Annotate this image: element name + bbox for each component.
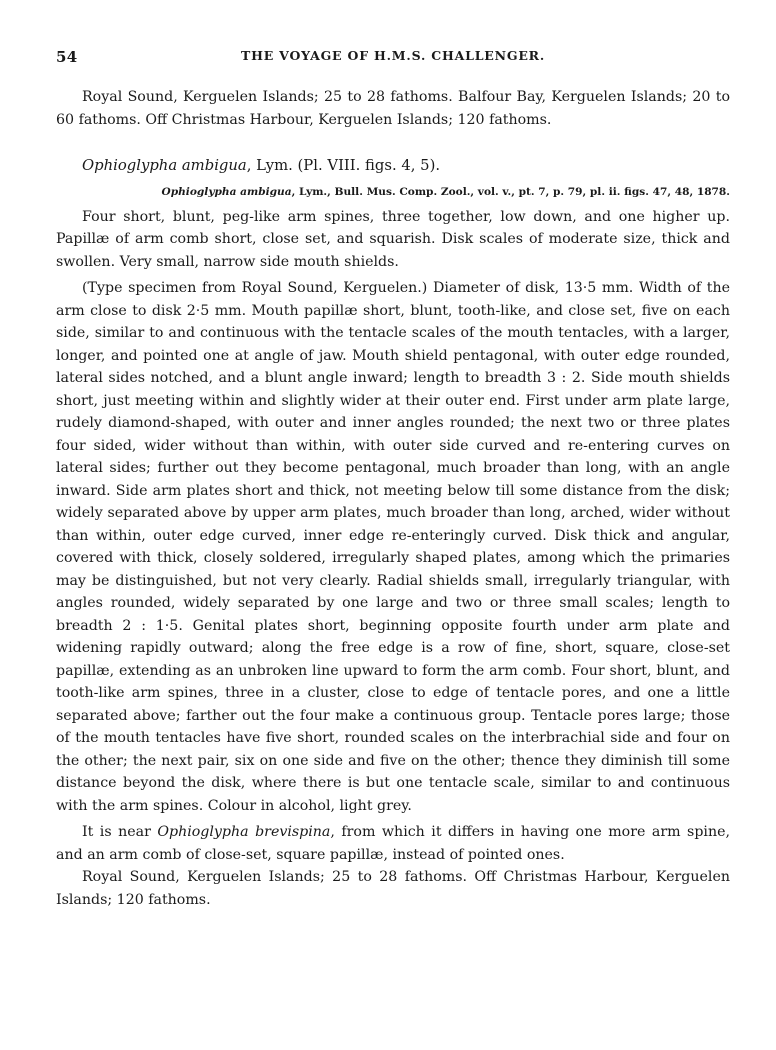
reference-citation: , Lym., Bull. Mus. Comp. Zool., vol. v., pt. 7, p. 79, pl. ii. figs. 47, 48, 1878.: [291, 185, 730, 198]
bibliographic-reference: [56, 184, 730, 200]
comparison-before: It is near: [82, 824, 158, 840]
diagnosis-paragraph: Four short, blunt, peg-like arm spines, three together, low down, and one higher up. Papillæ of arm comb short, close set, and squarish. Disk scales of moderate size, thick and swollen. Very small, narrow side mouth shields.: [56, 208, 730, 270]
species-heading: [82, 155, 730, 178]
comparison-after: , from which it differs in having one more arm spine, and an arm comb of close-set, square papillæ, instead of pointed ones.: [56, 824, 731, 863]
comparison-species: Ophioglypha brevispina: [157, 824, 331, 840]
page-body: [56, 86, 730, 911]
description-paragraph: (Type specimen from Royal Sound, Kerguelen.) Diameter of disk, 13·5 mm. Width of the arm close to disk 2·5 mm. Mouth papillæ short, blunt, tooth-like, and close set, five on each side, similar to and continuous with the tentacle scales of the mouth tentacles, with a larger, longer, and pointed one at angle of jaw. Mouth shield pentagonal, with outer edge rounded, lateral sides notched, and a blunt angle inward; length to breadth 3 : 2. Side mouth shields short, just meeting within and slightly wider at their outer end. First under arm plate large, rudely diamond-shaped, with outer and inner angles rounded; the next two or three plates four sided, wider without than within, with outer side curved and re-entering curves on lateral sides; further out they become pentagonal, much broader than long, with an angle inward. Side arm plates short and thick, not meeting below till some distance from the disk; widely separated above by upper arm plates, much broader than long, arched, wider without than within, outer edge curved, inner edge re-enteringly curved. Disk thick and angular, covered with thick, closely soldered, irregularly shaped plates, among which the primaries may be distinguished, but not very clearly. Radial shields small, irregularly triangular, with angles rounded, widely separated by one large and two or three small scales; length to breadth 2 : 1·5. Genital plates short, beginning opposite fourth under arm plate and widening rapidly outward; along the free edge is a row of fine, short, square, close-set papillæ, extending as an unbroken line upward to form the arm comb. Four short, blunt, and tooth-like arm spines, three in a cluster, close to edge of tentacle pores, and one a little separated above; farther out the four make a continuous group. Tentacle pores large; those of the mouth tentacles have five short, rounded scales on the interbrachial side and four on the other; the next pair, six on one side and five on the other; thence they diminish till some distance beyond the disk, where there is but one tentacle scale, similar to and continuous with the arm spines. Colour in alcohol, light grey.: [56, 280, 730, 814]
reference-species-name: Ophioglypha ambigua: [161, 185, 292, 198]
comparison-paragraph: [56, 821, 730, 866]
species-name: Ophioglypha ambigua: [82, 157, 247, 174]
page-number: 54: [56, 48, 78, 66]
running-title: THE VOYAGE OF H.M.S. CHALLENGER.: [240, 48, 546, 63]
page-header: [56, 48, 730, 68]
intro-localities: Royal Sound, Kerguelen Islands; 25 to 28 fathoms. Balfour Bay, Kerguelen Islands; 20 to 60 fathoms. Off Christmas Harbour, Kerguelen Islands; 120 fathoms.: [56, 89, 730, 128]
final-localities: Royal Sound, Kerguelen Islands; 25 to 28 fathoms. Off Christmas Harbour, Kerguelen Islands; 120 fathoms.: [56, 869, 730, 908]
species-authority: , Lym. (Pl. VIII. figs. 4, 5).: [246, 157, 441, 174]
